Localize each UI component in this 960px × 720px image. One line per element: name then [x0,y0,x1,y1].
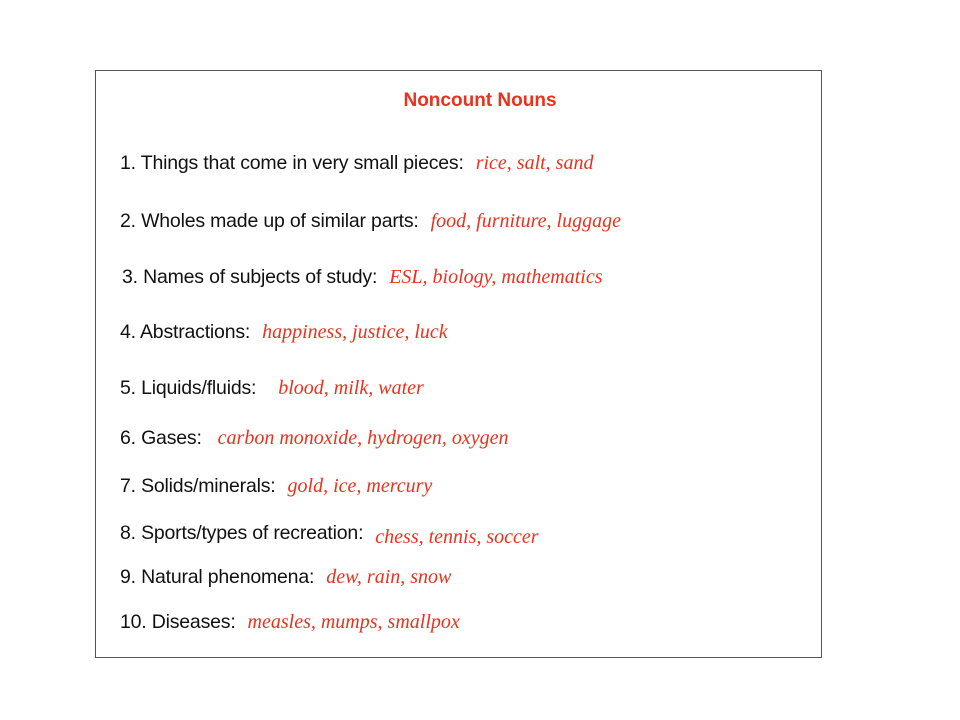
item-examples: gold, ice, mercury [287,475,433,497]
item-label: 7. Solids/minerals: [120,475,276,497]
list-item [120,475,432,498]
list-item [122,266,603,289]
item-examples: happiness, justice, luck [262,321,448,343]
item-examples: rice, salt, sand [475,152,594,174]
item-examples: carbon monoxide, hydrogen, oxygen [217,427,509,449]
item-examples: food, furniture, luggage [430,210,621,232]
item-label: 1. Things that come in very small pieces: [120,152,464,174]
list-item [120,566,451,589]
item-label: 5. Liquids/fluids: [120,377,257,399]
list-item [120,611,460,634]
item-label: 6. Gases: [120,427,202,449]
item-label: 3. Names of subjects of study: [122,266,378,288]
item-label: 10. Diseases: [120,611,236,633]
item-examples: measles, mumps, smallpox [247,611,460,633]
list-item [120,377,424,400]
item-examples: blood, milk, water [278,377,424,399]
list-item [120,427,509,450]
item-label: 8. Sports/types of recreation: [120,522,364,544]
item-label: 4. Abstractions: [120,321,251,343]
list-item [120,210,621,233]
item-examples: dew, rain, snow [326,566,452,588]
item-examples: chess, tennis, soccer [375,526,539,548]
list-item [120,522,539,548]
item-examples: ESL, biology, mathematics [389,266,603,288]
item-label: 9. Natural phenomena: [120,566,315,588]
list-item [120,152,593,175]
list-item [120,321,448,344]
slide-title: Noncount Nouns [403,90,557,111]
item-label: 2. Wholes made up of similar parts: [120,210,419,232]
